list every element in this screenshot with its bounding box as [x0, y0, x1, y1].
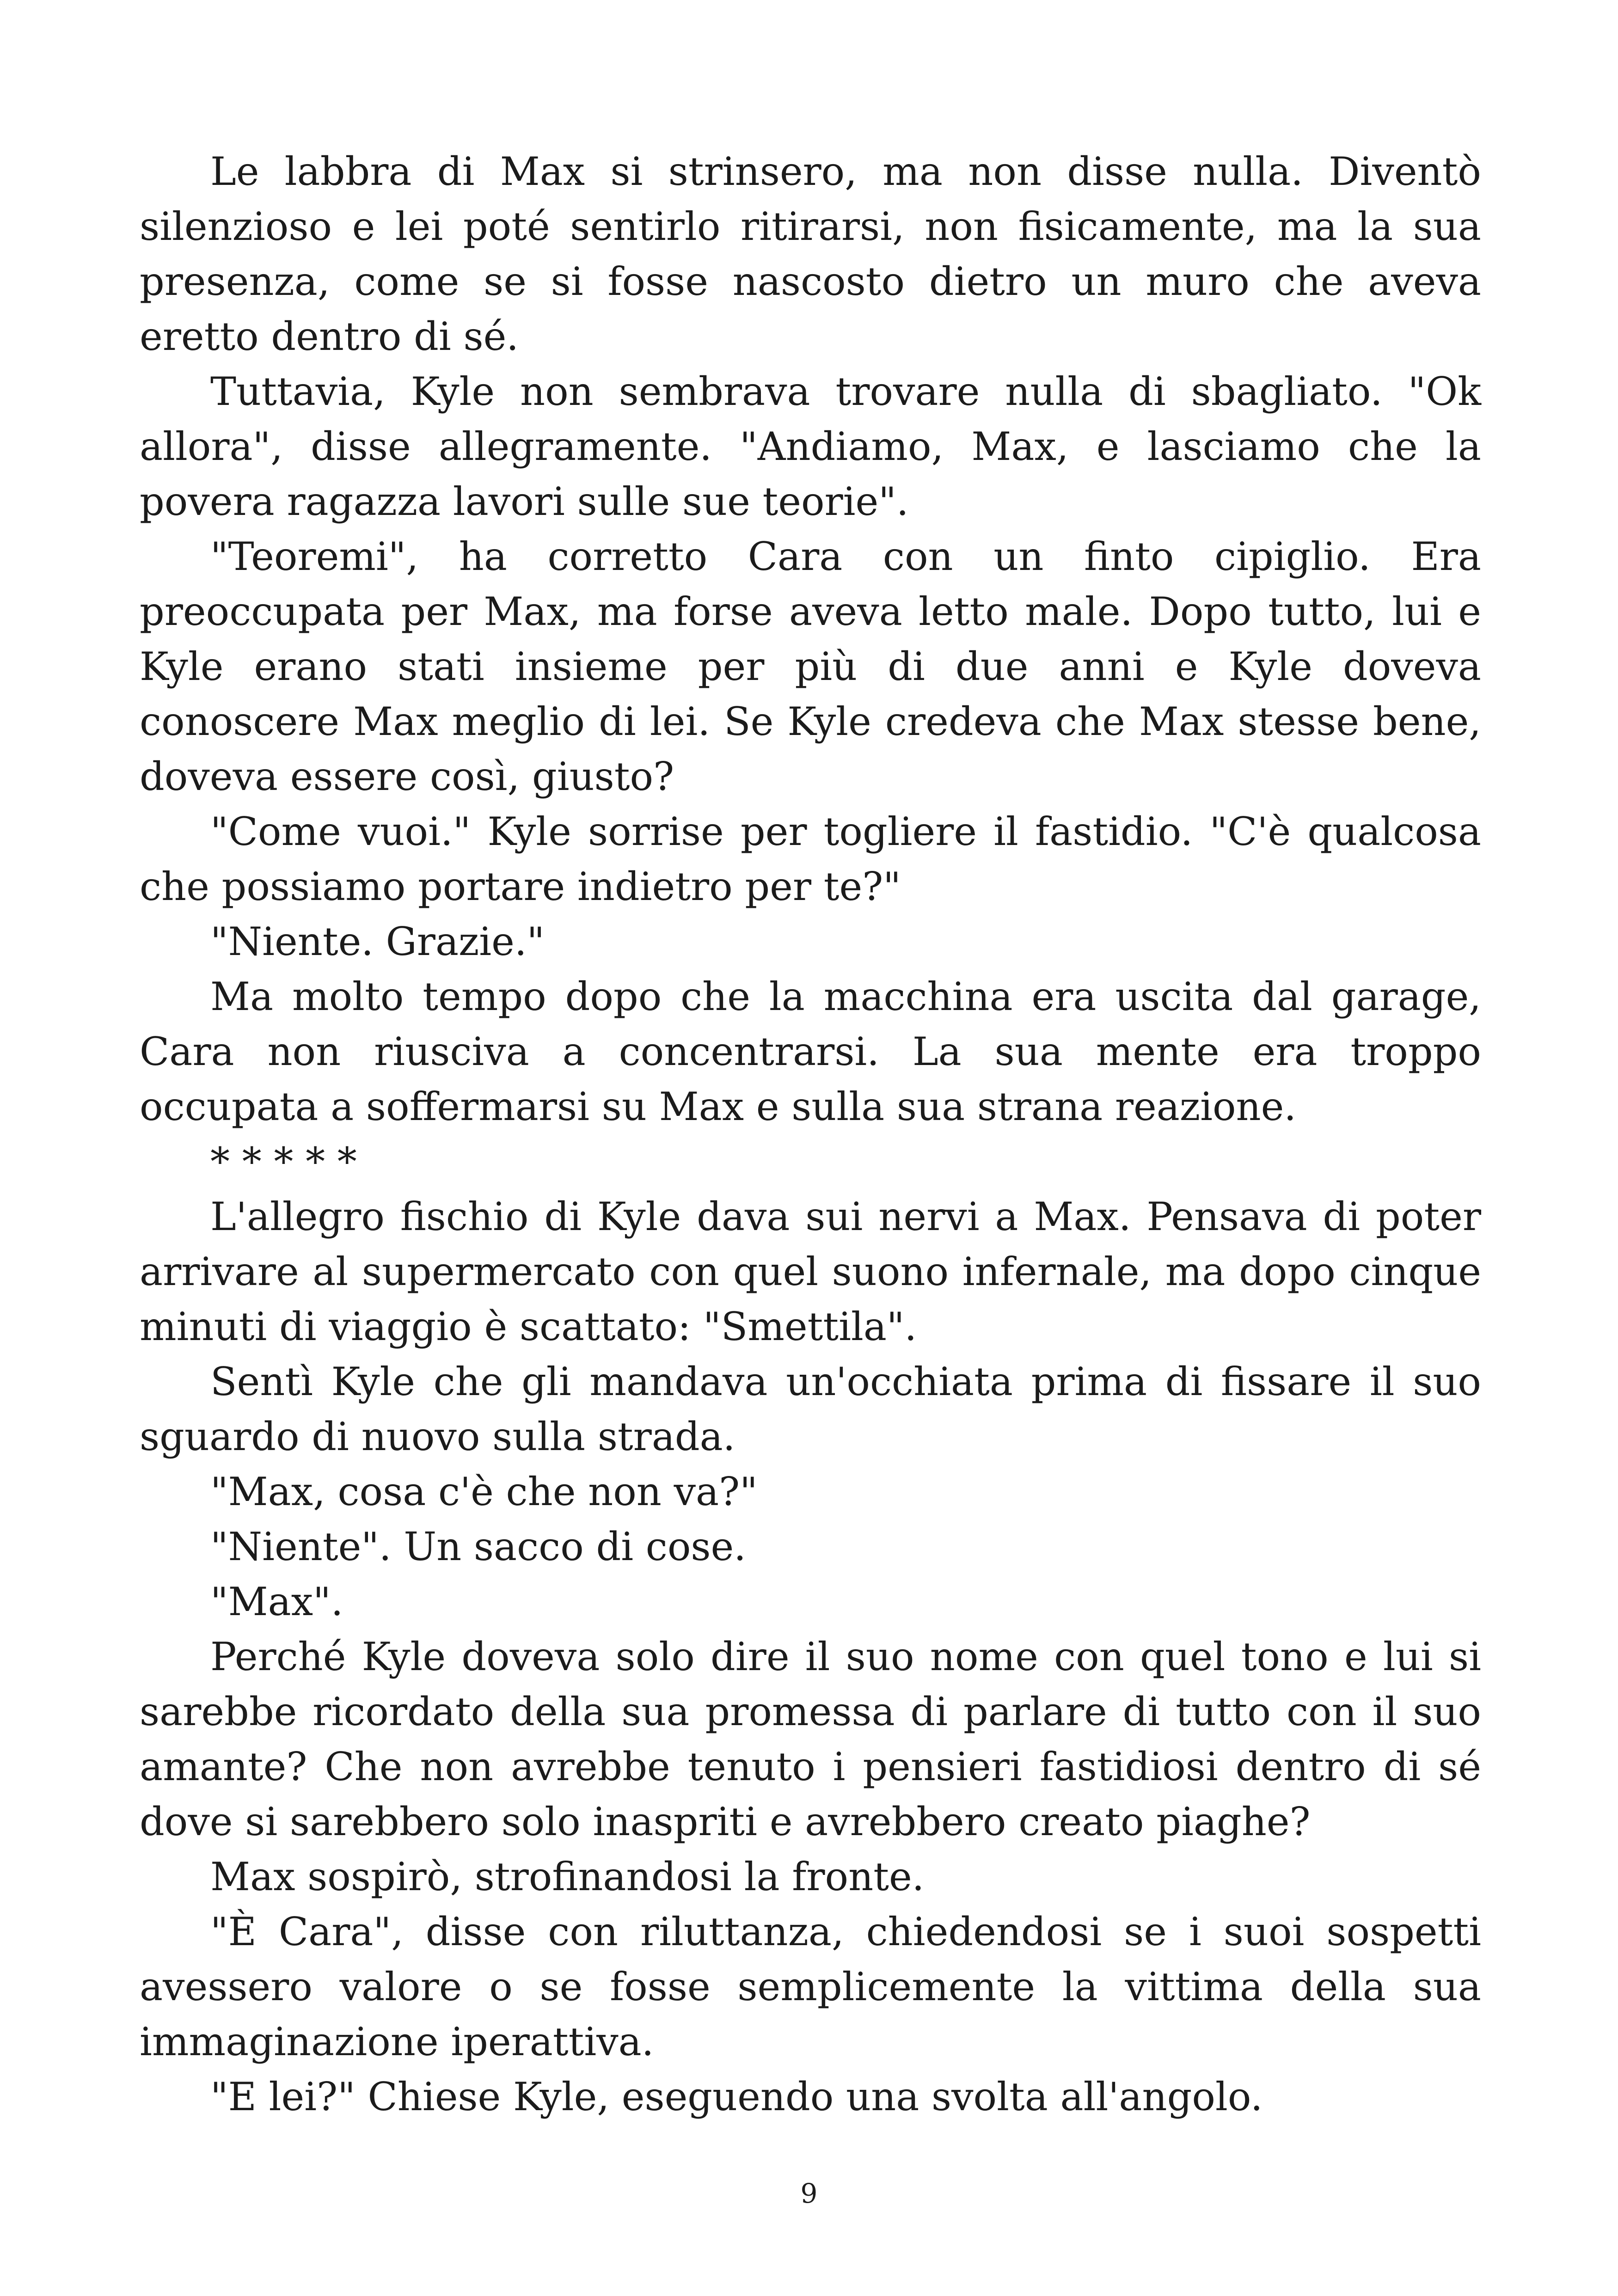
paragraph: "Niente. Grazie.": [210, 919, 545, 964]
paragraph: L'allegro fischio di Kyle dava sui nervi a Max. Pensava di poter arrivare al supermercato con quel suono infernale, ma dopo cinque minuti di viaggio è scattato: "Smettila".: [140, 1194, 1481, 1349]
paragraph: Ma molto tempo dopo che la macchina era uscita dal garage, Cara non riusciva a concentrarsi. La sua mente era troppo occupata a soffermarsi su Max e sulla sua strana reazione.: [140, 974, 1481, 1129]
paragraph: Sentì Kyle che gli mandava un'occhiata prima di fissare il suo sguardo di nuovo sulla strada.: [140, 1359, 1481, 1459]
paragraph: "Max, cosa c'è che non va?": [210, 1469, 758, 1514]
paragraph: "Max".: [210, 1579, 343, 1624]
paragraph: Le labbra di Max si strinsero, ma non disse nulla. Diventò silenzioso e lei poté sentirlo ritirarsi, non fisicamente, ma la sua presenza, come se si fosse nascosto dietro un muro che aveva eretto dentro di sé.: [140, 149, 1481, 359]
paragraph: "Come vuoi." Kyle sorrise per togliere il fastidio. "C'è qualcosa che possiamo portare indietro per te?": [140, 809, 1481, 909]
paragraph: "Niente". Un sacco di cose.: [210, 1524, 746, 1569]
paragraph: Max sospirò, strofinandosi la fronte.: [210, 1854, 925, 1899]
paragraph: "E lei?" Chiese Kyle, eseguendo una svolta all'angolo.: [210, 2074, 1263, 2119]
scene-break: * * * * *: [210, 1139, 357, 1184]
page-number: 9: [800, 2178, 818, 2209]
body-text: [140, 144, 1481, 2125]
paragraph: "Teoremi", ha corretto Cara con un finto cipiglio. Era preoccupata per Max, ma forse aveva letto male. Dopo tutto, lui e Kyle erano stati insieme per più di due anni e Kyle doveva conoscere Max meglio di lei. Se Kyle credeva che Max stesse bene, doveva essere così, giusto?: [140, 534, 1481, 799]
paragraph: Tuttavia, Kyle non sembrava trovare nulla di sbagliato. "Ok allora", disse allegramente. "Andiamo, Max, e lasciamo che la povera ragazza lavori sulle sue teorie".: [140, 369, 1481, 524]
paragraph: Perché Kyle doveva solo dire il suo nome con quel tono e lui si sarebbe ricordato della sua promessa di parlare di tutto con il suo amante? Che non avrebbe tenuto i pensieri fastidiosi dentro di sé dove si sarebbero solo inaspriti e avrebbero creato piaghe?: [140, 1634, 1481, 1844]
paragraph: "È Cara", disse con riluttanza, chiedendosi se i suoi sospetti avessero valore o se fosse semplicemente la vittima della sua immaginazione iperattiva.: [140, 1909, 1481, 2064]
